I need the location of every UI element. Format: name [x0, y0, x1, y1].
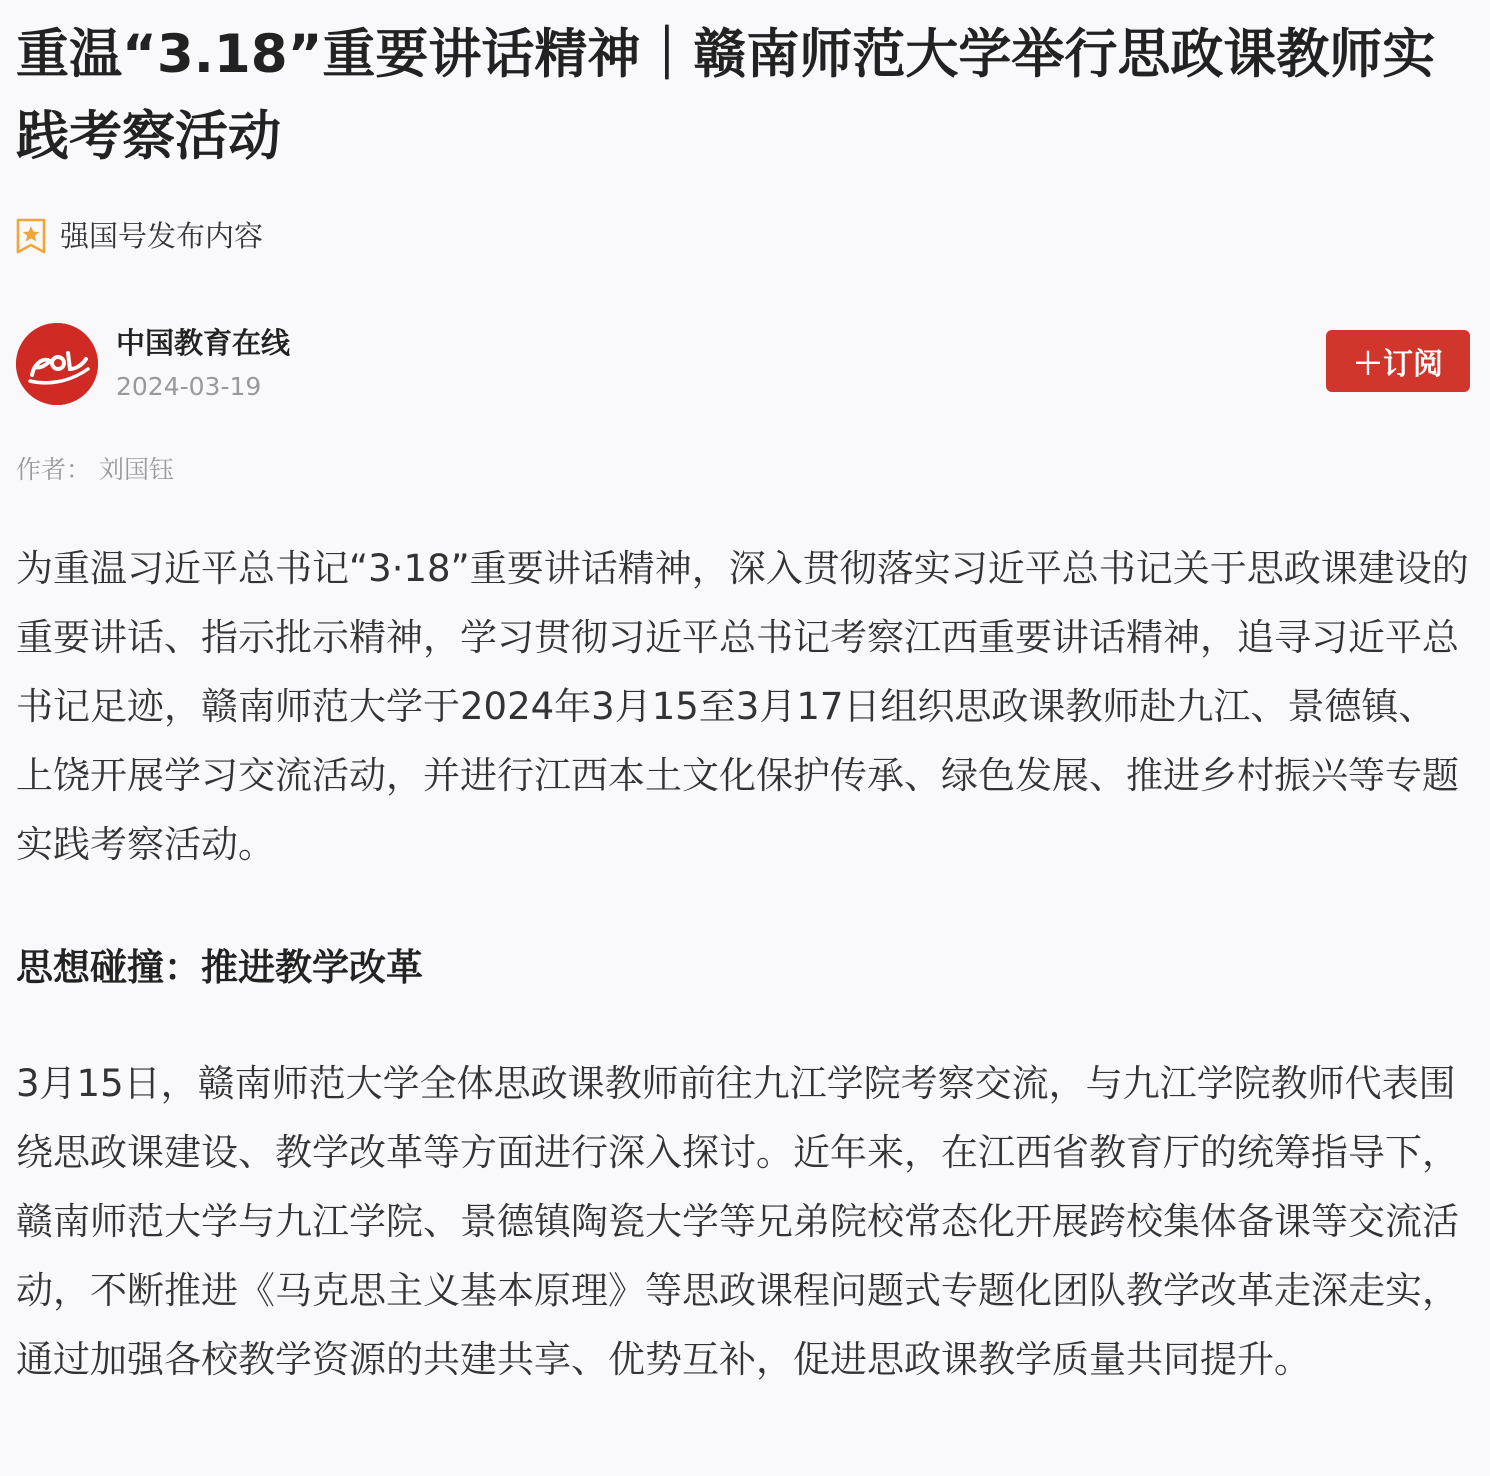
publish-date: 2024-03-19: [116, 372, 262, 401]
publisher-row: [16, 322, 1470, 406]
source-row: [16, 216, 1470, 256]
publisher-meta: [116, 323, 290, 405]
author-byline: 作者： 刘国钰: [16, 455, 174, 484]
publisher-logo: [16, 323, 98, 405]
source-label: 强国号发布内容: [60, 219, 264, 253]
article-paragraph: 3月15日，赣南师范大学全体思政课教师前往九江学院考察交流，与九江学院教师代表围绕思政课建设、教学改革等方面进行深入探讨。近年来，在江西省教育厅的统筹指导下，赣南师范大学与九江学院、景德镇陶瓷大学等兄弟院校常态化开展跨校集体备课等交流活动，不断推进《马克思主义基本原理》等思政课程问题式专题化团队教学改革走深走实，通过加强各校教学资源的共建共享、优势互补，促进思政课教学质量共同提升。: [16, 1062, 1459, 1381]
section-heading: 思想碰撞：推进教学改革: [16, 946, 423, 989]
article-title: 重温“3.18”重要讲话精神｜赣南师范大学举行思政课教师实践考察活动: [16, 24, 1436, 167]
star-badge-icon: [16, 218, 46, 254]
article-paragraph: 为重温习近平总书记“3·18”重要讲话精神，深入贯彻落实习近平总书记关于思政课建设的重要讲话、指示批示精神，学习贯彻习近平总书记考察江西重要讲话精神，追寻习近平总书记足迹，赣南师范大学于2024年3月15至3月17日组织思政课教师赴九江、景德镇、上饶开展学习交流活动，并进行江西本土文化保护传承、绿色发展、推进乡村振兴等专题实践考察活动。: [16, 547, 1469, 866]
publisher-name[interactable]: 中国教育在线: [116, 326, 291, 360]
subscribe-button[interactable]: ＋订阅: [1326, 330, 1470, 392]
avatar[interactable]: [16, 323, 98, 405]
